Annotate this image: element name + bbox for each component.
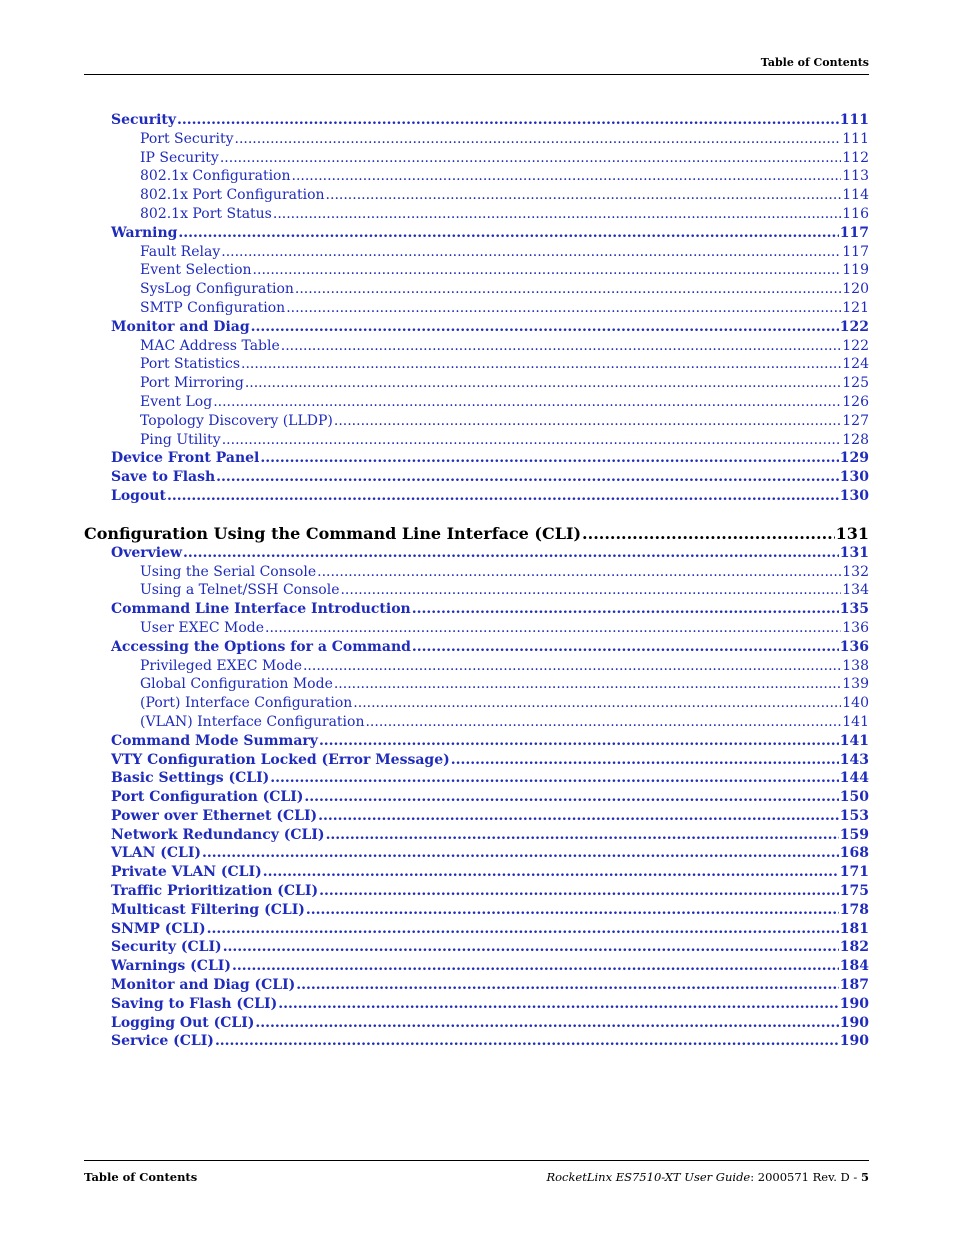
toc-entry-page-number: 175: [839, 883, 869, 900]
toc-entry-page-number: 136: [839, 638, 869, 655]
toc-subsection-link[interactable]: [84, 186, 869, 205]
toc-dot-leader: [213, 393, 841, 412]
toc-subsection-link[interactable]: [84, 374, 869, 393]
toc-entry-page-number: 120: [842, 281, 869, 298]
table-of-contents: [84, 111, 869, 1051]
toc-dot-leader: [215, 1032, 839, 1051]
toc-dot-leader: [253, 261, 842, 280]
toc-entry-label: Warnings (CLI): [111, 958, 231, 975]
toc-entry-page-number: 143: [839, 751, 869, 768]
toc-entry-label: Saving to Flash (CLI): [111, 995, 278, 1012]
toc-section-link[interactable]: [84, 976, 869, 995]
toc-subsection-link[interactable]: [84, 431, 869, 450]
toc-entry-page-number: 128: [842, 431, 869, 448]
toc-entry-label: VLAN (CLI): [111, 845, 202, 862]
toc-section-link[interactable]: [84, 732, 869, 751]
toc-entry-label: User EXEC Mode: [140, 619, 264, 636]
toc-entry-label: Network Redundancy (CLI): [111, 826, 325, 843]
toc-entry-label: Security: [111, 112, 177, 128]
toc-entry-label: Configuration Using the Command Line Interface (CLI): [84, 523, 582, 543]
toc-dot-leader: [326, 186, 842, 205]
toc-entry-page-number: 114: [842, 187, 869, 204]
toc-subsection-link[interactable]: [84, 713, 869, 732]
toc-dot-leader: [292, 167, 842, 186]
toc-entry-label: Traffic Prioritization (CLI): [111, 883, 319, 900]
toc-entry-label: 802.1x Port Configuration: [140, 187, 325, 204]
toc-entry-page-number: 135: [839, 601, 869, 618]
toc-dot-leader: [177, 111, 839, 130]
toc-dot-leader: [221, 243, 841, 262]
toc-dot-leader: [216, 468, 839, 487]
toc-entry-page-number: 134: [842, 582, 869, 599]
toc-entry-page-number: 153: [839, 807, 869, 824]
toc-section-link[interactable]: [84, 788, 869, 807]
toc-subsection-link[interactable]: [84, 205, 869, 224]
footer-page-number: 5: [860, 1170, 869, 1184]
toc-entry-page-number: 190: [839, 1033, 869, 1050]
toc-entry-label: Warning: [111, 224, 178, 241]
toc-dot-leader: [178, 224, 838, 243]
toc-entry-page-number: 122: [839, 318, 869, 335]
toc-entry-label: Fault Relay: [140, 243, 221, 260]
toc-subsection-link[interactable]: [84, 261, 869, 280]
toc-dot-leader: [286, 299, 841, 318]
toc-dot-leader: [319, 732, 839, 751]
toc-entry-label: Device Front Panel: [111, 450, 260, 467]
toc-dot-leader: [353, 694, 841, 713]
toc-entry-label: Port Mirroring: [140, 375, 244, 392]
toc-dot-leader: [263, 863, 839, 882]
toc-dot-leader: [340, 581, 841, 600]
toc-entry-page-number: 127: [842, 412, 869, 429]
toc-entry-label: VTY Configuration Locked (Error Message): [111, 751, 450, 768]
toc-dot-leader: [303, 657, 841, 676]
toc-entry-page-number: 187: [839, 977, 869, 994]
toc-section-link[interactable]: [84, 920, 869, 939]
toc-entry-label: Monitor and Diag: [111, 318, 250, 335]
toc-subsection-link[interactable]: [84, 657, 869, 676]
toc-entry-page-number: 131: [839, 544, 869, 561]
page-header: [84, 54, 869, 75]
toc-dot-leader: [183, 544, 839, 563]
toc-subsection-link[interactable]: [84, 675, 869, 694]
toc-entry-label: Using a Telnet/SSH Console: [140, 582, 340, 599]
toc-section-link[interactable]: [84, 957, 869, 976]
toc-section-link[interactable]: [84, 826, 869, 845]
toc-entry-page-number: 112: [842, 149, 869, 166]
toc-entry-page-number: 181: [839, 920, 869, 937]
toc-entry-page-number: 190: [839, 1014, 869, 1031]
toc-section-link[interactable]: [84, 863, 869, 882]
toc-entry-label: Global Configuration Mode: [140, 676, 333, 693]
toc-entry-page-number: 117: [842, 243, 869, 260]
toc-entry-page-number: 113: [842, 168, 869, 185]
toc-entry-page-number: 138: [842, 657, 869, 674]
footer-doc-number: : 2000571 Rev. D -: [750, 1170, 861, 1184]
toc-entry-page-number: 126: [842, 393, 869, 410]
toc-dot-leader: [223, 938, 839, 957]
toc-entry-label: Port Configuration (CLI): [111, 789, 304, 806]
toc-subsection-link[interactable]: [84, 130, 869, 149]
toc-subsection-link[interactable]: [84, 393, 869, 412]
toc-entry-label: MAC Address Table: [140, 337, 280, 354]
footer-section-title: Table of Contents: [84, 1170, 198, 1184]
toc-section-link[interactable]: [84, 224, 869, 243]
toc-subsection-link[interactable]: [84, 581, 869, 600]
toc-section-link[interactable]: [84, 995, 869, 1014]
toc-section-link[interactable]: [84, 844, 869, 863]
toc-entry-label: Multicast Filtering (CLI): [111, 901, 305, 918]
toc-section-link[interactable]: [84, 544, 869, 563]
toc-dot-leader: [365, 713, 841, 732]
toc-entry-page-number: 129: [839, 450, 869, 467]
page-footer: [84, 1160, 869, 1191]
toc-section-link[interactable]: [84, 449, 869, 468]
toc-section-link[interactable]: [84, 318, 869, 337]
toc-chapter-entry[interactable]: [84, 523, 869, 544]
toc-dot-leader: [278, 995, 839, 1014]
toc-entry-page-number: 159: [839, 826, 869, 843]
toc-entry-page-number: 124: [842, 356, 869, 373]
toc-entry-label: (Port) Interface Configuration: [140, 695, 353, 712]
toc-entry-page-number: 122: [842, 337, 869, 354]
toc-dot-leader: [318, 807, 839, 826]
toc-subsection-link[interactable]: [84, 299, 869, 318]
toc-entry-label: Monitor and Diag (CLI): [111, 977, 296, 994]
toc-dot-leader: [412, 638, 839, 657]
toc-entry-page-number: 144: [839, 770, 869, 787]
toc-entry-label: Port Statistics: [140, 356, 241, 373]
toc-entry-page-number: 141: [842, 713, 869, 730]
toc-section-link[interactable]: [84, 882, 869, 901]
toc-entry-page-number: 125: [842, 375, 869, 392]
toc-section-link[interactable]: [84, 638, 869, 657]
toc-entry-page-number: 130: [839, 487, 869, 504]
toc-entry-label: Private VLAN (CLI): [111, 864, 262, 881]
toc-entry-label: Basic Settings (CLI): [111, 770, 270, 787]
toc-dot-leader: [304, 788, 838, 807]
toc-dot-leader: [251, 318, 839, 337]
toc-entry-page-number: 150: [839, 789, 869, 806]
toc-subsection-link[interactable]: [84, 619, 869, 638]
toc-entry-label: Event Selection: [140, 262, 252, 279]
toc-section-link[interactable]: [84, 1032, 869, 1051]
toc-dot-leader: [273, 205, 841, 224]
toc-dot-leader: [202, 844, 839, 863]
toc-dot-leader: [167, 487, 839, 506]
toc-entry-page-number: 141: [839, 732, 869, 749]
toc-entry-label: Using the Serial Console: [140, 563, 317, 580]
toc-entry-label: Ping Utility: [140, 431, 221, 448]
toc-section-link[interactable]: [84, 468, 869, 487]
toc-entry-page-number: 116: [842, 205, 869, 222]
toc-dot-leader: [281, 337, 842, 356]
toc-section-link[interactable]: [84, 751, 869, 770]
toc-entry-label: (VLAN) Interface Configuration: [140, 713, 365, 730]
toc-section-link[interactable]: [84, 807, 869, 826]
toc-dot-leader: [220, 149, 841, 168]
toc-entry-label: Power over Ethernet (CLI): [111, 807, 318, 824]
toc-entry-page-number: 140: [842, 695, 869, 712]
toc-entry-page-number: 168: [839, 845, 869, 862]
toc-entry-page-number: 178: [839, 901, 869, 918]
toc-entry-label: SMTP Configuration: [140, 299, 286, 316]
toc-entry-label: Command Mode Summary: [111, 732, 318, 749]
toc-entry-page-number: 119: [842, 262, 869, 279]
toc-dot-leader: [334, 675, 841, 694]
toc-dot-leader: [232, 957, 839, 976]
toc-dot-leader: [334, 412, 841, 431]
toc-dot-leader: [412, 600, 839, 619]
toc-dot-leader: [241, 355, 841, 374]
toc-dot-leader: [317, 563, 841, 582]
toc-entry-label: Port Security: [140, 130, 234, 147]
toc-dot-leader: [582, 523, 835, 544]
toc-dot-leader: [451, 751, 839, 770]
toc-section-link[interactable]: [84, 938, 869, 957]
toc-subsection-link[interactable]: [84, 412, 869, 431]
toc-entry-label: Overview: [111, 544, 183, 561]
toc-entry-label: Save to Flash: [111, 469, 216, 486]
toc-section-link[interactable]: [84, 769, 869, 788]
toc-entry-page-number: 132: [842, 563, 869, 580]
toc-entry-label: Privileged EXEC Mode: [140, 657, 302, 674]
toc-section-link[interactable]: [84, 487, 869, 506]
toc-entry-label: Security (CLI): [111, 939, 222, 956]
toc-entry-label: 802.1x Port Status: [140, 205, 272, 222]
toc-entry-page-number: 182: [839, 939, 869, 956]
toc-entry-label: SysLog Configuration: [140, 281, 294, 298]
toc-dot-leader: [295, 280, 841, 299]
toc-section-link[interactable]: [84, 111, 869, 130]
toc-entry-page-number: 131: [835, 523, 869, 543]
toc-dot-leader: [245, 374, 841, 393]
toc-dot-leader: [222, 431, 842, 450]
toc-dot-leader: [235, 130, 842, 149]
toc-entry-label: SNMP (CLI): [111, 920, 206, 937]
toc-entry-label: Service (CLI): [111, 1033, 214, 1050]
toc-entry-page-number: 130: [839, 469, 869, 486]
toc-dot-leader: [255, 1014, 838, 1033]
toc-section-link[interactable]: [84, 600, 869, 619]
toc-entry-page-number: 111: [842, 130, 869, 147]
toc-dot-leader: [265, 619, 841, 638]
toc-entry-label: Topology Discovery (LLDP): [140, 412, 333, 429]
toc-subsection-link[interactable]: [84, 167, 869, 186]
toc-subsection-link[interactable]: [84, 243, 869, 262]
toc-subsection-link[interactable]: [84, 337, 869, 356]
toc-dot-leader: [260, 449, 838, 468]
header-title: Table of Contents: [760, 56, 869, 69]
toc-entry-label: IP Security: [140, 149, 219, 166]
toc-entry-label: Logging Out (CLI): [111, 1014, 255, 1031]
toc-section-link[interactable]: [84, 901, 869, 920]
toc-subsection-link[interactable]: [84, 355, 869, 374]
toc-entry-label: Event Log: [140, 393, 213, 410]
toc-entry-page-number: 184: [839, 958, 869, 975]
toc-dot-leader: [207, 920, 839, 939]
footer-doc-info: [546, 1170, 869, 1184]
toc-entry-label: 802.1x Configuration: [140, 168, 291, 185]
toc-entry-label: Logout: [111, 487, 166, 504]
toc-section-link[interactable]: [84, 1014, 869, 1033]
toc-dot-leader: [326, 826, 839, 845]
toc-entry-page-number: 121: [842, 299, 869, 316]
toc-dot-leader: [306, 901, 839, 920]
toc-dot-leader: [270, 769, 838, 788]
toc-entry-page-number: 190: [839, 995, 869, 1012]
toc-dot-leader: [296, 976, 838, 995]
toc-entry-label: Command Line Interface Introduction: [111, 601, 411, 618]
toc-subsection-link[interactable]: [84, 149, 869, 168]
toc-entry-page-number: 136: [842, 619, 869, 636]
toc-subsection-link[interactable]: [84, 280, 869, 299]
toc-entry-label: Accessing the Options for a Command: [111, 638, 411, 655]
toc-entry-page-number: 139: [842, 676, 869, 693]
toc-entry-page-number: 111: [839, 112, 869, 128]
toc-entry-page-number: 171: [839, 864, 869, 881]
toc-dot-leader: [319, 882, 839, 901]
toc-subsection-link[interactable]: [84, 694, 869, 713]
footer-product-name: RocketLinx ES7510-XT User Guide: [546, 1170, 751, 1184]
toc-subsection-link[interactable]: [84, 563, 869, 582]
toc-entry-page-number: 117: [839, 224, 869, 241]
